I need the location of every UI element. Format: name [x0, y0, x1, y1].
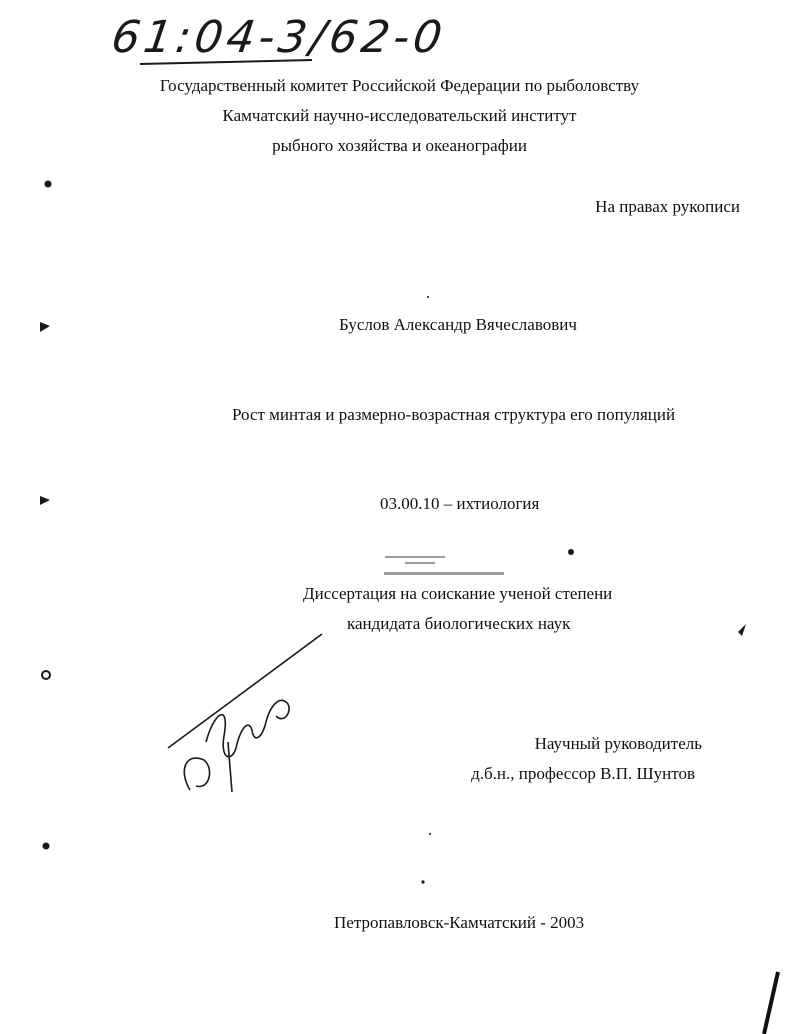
- institute-line-1: Камчатский научно-исследовательский институт: [222, 106, 577, 125]
- degree-line-1: Диссертация на соискание ученой степени: [303, 584, 613, 603]
- supervisor-label: Научный руководитель: [534, 734, 702, 753]
- supervisor-name: д.б.н., профессор В.П. Шунтов: [471, 764, 695, 783]
- place-and-year: Петропавловск-Камчатский - 2003: [334, 913, 585, 932]
- degree-line-2: кандидата биологических наук: [347, 614, 571, 633]
- committee-heading: Государственный комитет Российской Федерации по рыболовству: [159, 76, 640, 95]
- code-underline-mark: [140, 60, 312, 64]
- specialty-code: 03.00.10 – ихтиология: [380, 494, 540, 513]
- handwritten-signature: [168, 634, 322, 792]
- dissertation-title: Рост минтая и размерно-возрастная структура его популяций: [232, 405, 676, 424]
- institute-line-2: рыбного хозяйства и океанографии: [272, 136, 527, 155]
- rights-note: На правах рукописи: [595, 197, 740, 216]
- handwritten-archive-code: 61:04-3/62-0: [108, 12, 449, 63]
- page-edge-mark: [764, 972, 778, 1034]
- margin-scan-marks: [40, 181, 746, 884]
- author-name: Буслов Александр Вячеславович: [339, 315, 577, 334]
- bleed-through-specks: [384, 556, 504, 575]
